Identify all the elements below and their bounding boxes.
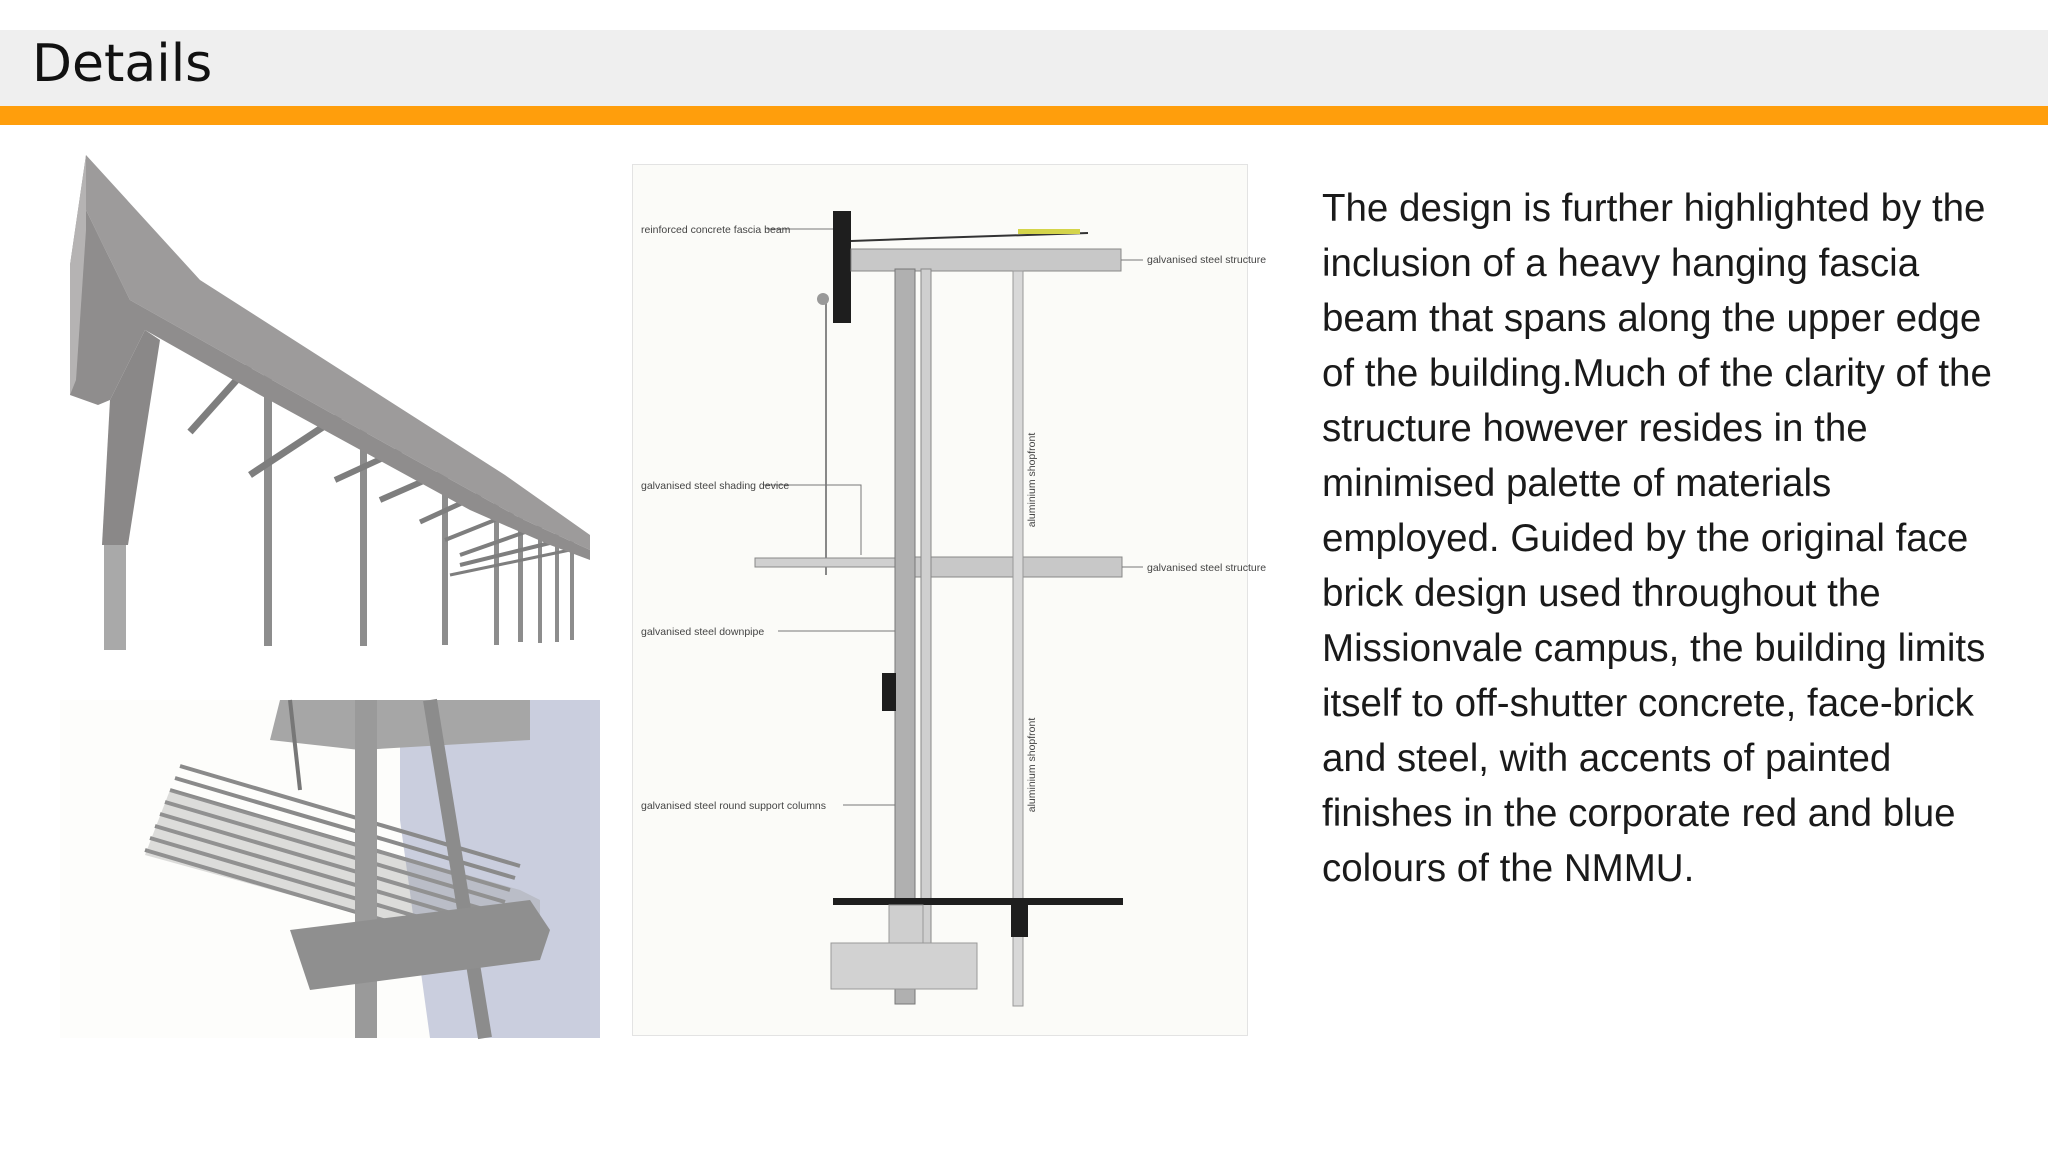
fascia-beam-section [833, 211, 851, 323]
floor-slab [833, 898, 1123, 905]
column [570, 540, 574, 640]
column-base [889, 905, 923, 943]
downpipe-section [921, 269, 931, 989]
label-shopfront-upper: aluminium shopfront [1026, 432, 1038, 528]
roof-sheeting [1018, 229, 1080, 234]
label-shopfront-lower: aluminium shopfront [1026, 717, 1038, 813]
mid-structure [900, 557, 1122, 577]
label-support-columns: galvanised steel round support columns [641, 800, 827, 812]
bracket [882, 673, 896, 711]
shading-device-render-image [60, 700, 595, 1038]
title-bar [0, 30, 2048, 106]
foundation [831, 943, 977, 989]
support-column [355, 700, 377, 1038]
roof-structure [851, 249, 1121, 271]
support-column-section [895, 269, 915, 1004]
shading-louvres [755, 558, 900, 567]
label-fascia-beam: reinforced concrete fascia beam [641, 224, 791, 236]
label-steel-structure-top: galvanised steel structure [1147, 254, 1267, 266]
canopy-render-image [50, 150, 595, 655]
wall-section-drawing [632, 164, 1267, 1036]
fascia-beam-top [86, 155, 590, 550]
label-downpipe: galvanised steel downpipe [641, 626, 765, 638]
accent-bar [0, 106, 2048, 125]
shopfront-section [1013, 271, 1023, 1006]
column [104, 545, 126, 650]
label-steel-structure-mid: galvanised steel structure [1147, 562, 1267, 574]
edge-beam [1011, 905, 1028, 937]
label-shading-device: galvanised steel shading device [641, 480, 790, 492]
description-paragraph: The design is further highlighted by the inclusion of a heavy hanging fascia beam that spans along the upper edge of the building.Much of the clarity of the structure however resides in the minimised palette of materials employed. Guided by the original face brick design used throughout the Missionvale campus, the building limits itself to off-shutter concrete, face-brick and steel, with accents of painted finishes in the corporate red and blue colours of the NMMU. [1322, 187, 1992, 890]
page-title: Details [32, 34, 213, 94]
